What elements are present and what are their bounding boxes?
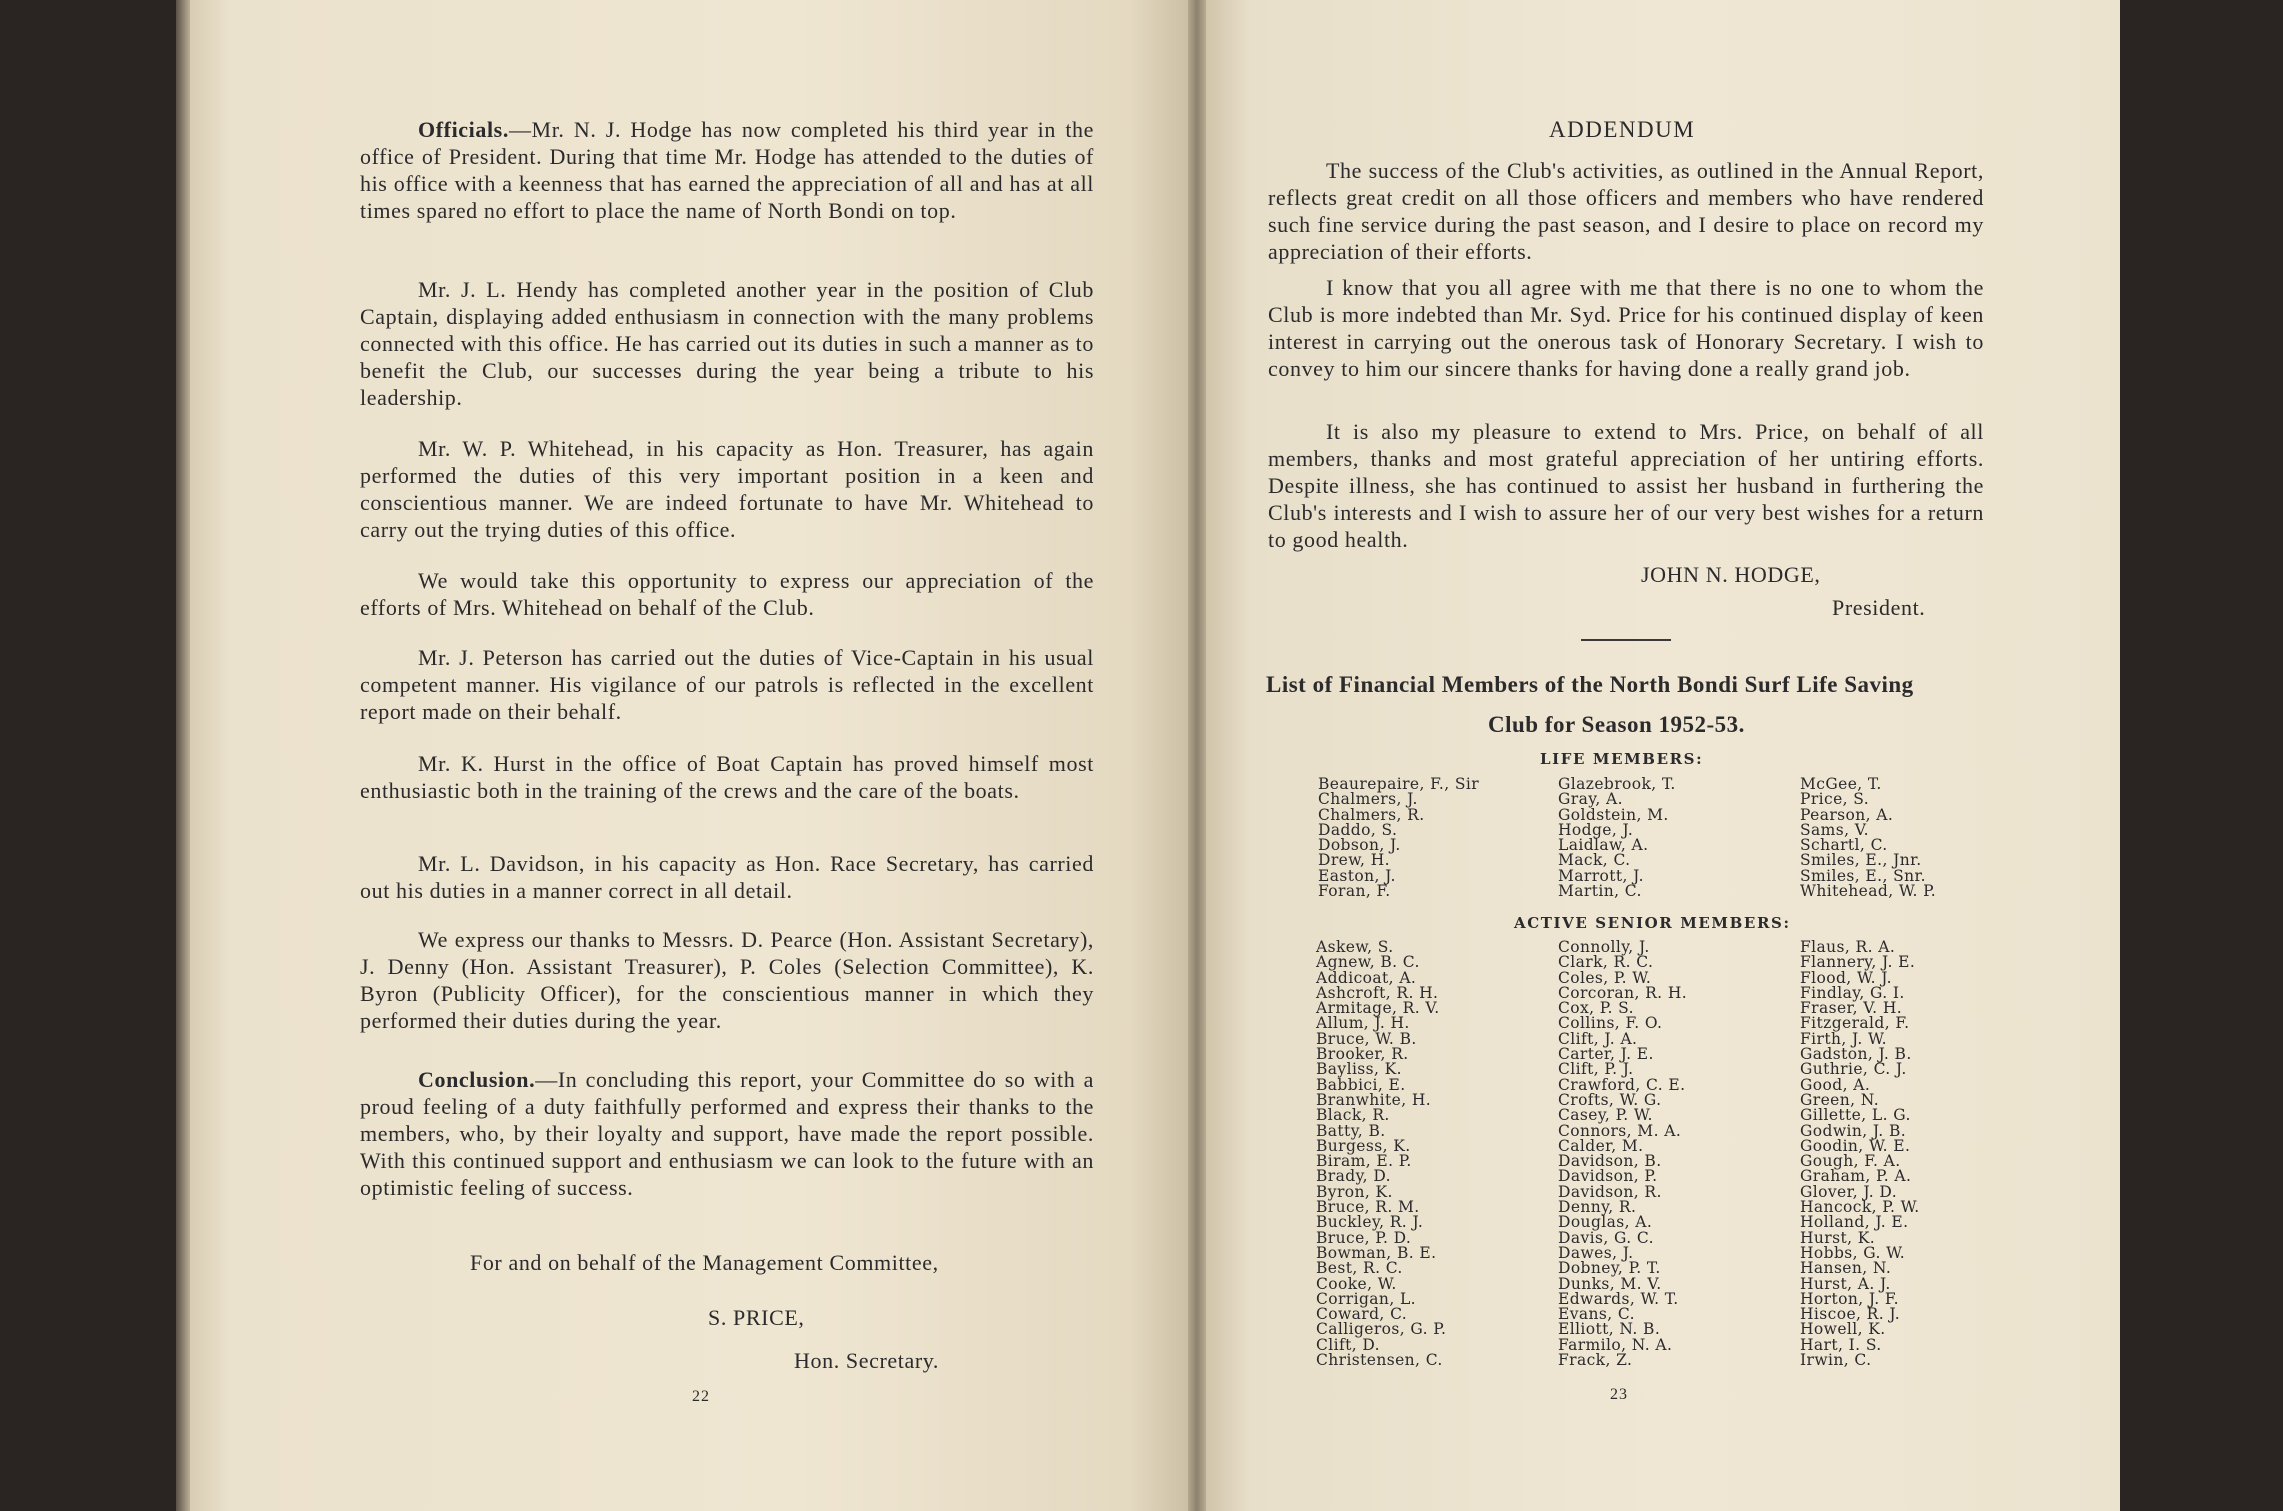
addendum-paragraph-1: The success of the Club's activities, as outlined in the Annual Report, reflects great credit on all those officers and members who have rendered such fine service during the past season, and I desire to place on record my appreciation of their efforts. [1268, 158, 1984, 264]
member-name: Collins, F. O. [1558, 1014, 1663, 1033]
member-name: Green, N. [1800, 1090, 1880, 1109]
member-name: Christensen, C. [1316, 1351, 1443, 1370]
active-members-col-3 [1800, 940, 1920, 1368]
member-name: Hodge, J. [1558, 820, 1634, 839]
member-name: McGee, T. [1800, 775, 1882, 793]
member-name: Godwin, J. B. [1800, 1121, 1907, 1140]
member-name: Clift, J. A. [1558, 1029, 1638, 1048]
addendum-paragraph-2: I know that you all agree with me that there is no one to whom the Club is more indebted than Mr. Syd. Price for his continued display of keen interest in carrying out the onerous task of Honorary Secretary. I wish to convey to him our sincere thanks for having done a really grand job. [1268, 275, 1984, 381]
book-spine [1188, 0, 1206, 1511]
list-title-line2: Club for Season 1952-53. [1488, 712, 1745, 737]
member-name: Flood, W. J. [1800, 968, 1892, 987]
member-name: Davidson, R. [1558, 1182, 1662, 1201]
member-name: Douglas, A. [1558, 1213, 1653, 1232]
member-name: Smiles, E., Snr. [1800, 866, 1926, 885]
page-number-left: 22 [692, 1388, 710, 1405]
member-name: Dobson, J. [1318, 836, 1401, 855]
member-name: Hiscoe, R. J. [1800, 1305, 1901, 1324]
addendum-title: ADDENDUM [1549, 117, 1696, 142]
member-name: Hobbs, G. W. [1800, 1243, 1906, 1262]
member-name: Connors, M. A. [1558, 1121, 1682, 1140]
member-name: Sams, V. [1800, 820, 1869, 839]
member-name: Flaus, R. A. [1800, 938, 1896, 956]
active-members-col-1 [1316, 940, 1446, 1368]
president-name: JOHN N. HODGE, [1641, 562, 1821, 587]
member-name: Clift, D. [1316, 1335, 1380, 1354]
member-name: Farmilo, N. A. [1558, 1335, 1673, 1354]
member-name: Bowman, B. E. [1316, 1243, 1437, 1262]
life-members-heading: LIFE MEMBERS: [1540, 750, 1704, 768]
member-name: Calligeros, G. P. [1316, 1320, 1447, 1339]
member-name: Bruce, W. B. [1316, 1029, 1417, 1048]
race-secretary-paragraph: Mr. L. Davidson, in his capacity as Hon. Race Secretary, has carried out his duties in a manner correct in all detail. [360, 851, 1094, 903]
member-name: Easton, J. [1318, 866, 1396, 885]
member-name: Ashcroft, R. H. [1316, 983, 1439, 1002]
member-name: Fraser, V. H. [1800, 999, 1903, 1018]
member-name: Clift, P. J. [1558, 1060, 1634, 1079]
member-name: Babbici, E. [1316, 1075, 1406, 1094]
member-name: Marrott, J. [1558, 866, 1644, 885]
member-name: Davidson, P. [1558, 1167, 1658, 1186]
member-name: Batty, B. [1316, 1121, 1386, 1140]
member-name: Buckley, R. J. [1316, 1213, 1424, 1232]
member-name: Clark, R. C. [1558, 953, 1654, 972]
member-name: Edwards, W. T. [1558, 1289, 1679, 1308]
member-name: Schartl, C. [1800, 836, 1888, 855]
member-name: Coward, C. [1316, 1305, 1408, 1324]
treasurer-paragraph: Mr. W. P. Whitehead, in his capacity as Hon. Treasurer, has again performed the duties of this very important position in a keen and conscientious manner. We are indeed fortunate to have Mr. Whitehead to carry out the trying duties of this office. [360, 436, 1094, 542]
life-members-col-2 [1558, 777, 1676, 899]
member-name: Foran, F. [1318, 882, 1391, 901]
member-name: Brooker, R. [1316, 1045, 1409, 1064]
member-name: Byron, K. [1316, 1182, 1393, 1201]
member-name: Denny, R. [1558, 1198, 1637, 1217]
member-name: Irwin, C. [1800, 1351, 1872, 1370]
paragraph-text: —Mr. N. J. Hodge has now completed his third year in the office of President. During that time Mr. Hodge has attended to the duties of his office with a keenness that has earned the appreciation of all and has at all times spared no effort to place the name of North Bondi on top. [360, 117, 1094, 223]
member-name: Brady, D. [1316, 1167, 1391, 1186]
member-name: Agnew, B. C. [1316, 953, 1420, 972]
member-name: Price, S. [1800, 790, 1870, 809]
member-name: Allum, J. H. [1316, 1014, 1410, 1033]
member-name: Fitzgerald, F. [1800, 1014, 1910, 1033]
member-name: Chalmers, R. [1318, 805, 1425, 824]
member-name: Hancock, P. W. [1800, 1198, 1920, 1217]
member-name: Martin, C. [1558, 882, 1642, 901]
member-name: Glover, J. D. [1800, 1182, 1898, 1201]
divider-rule [1581, 639, 1671, 641]
member-name: Gray, A. [1558, 790, 1623, 809]
signer-name: S. PRICE, [708, 1305, 805, 1330]
member-name: Askew, S. [1316, 938, 1394, 956]
member-name: Drew, H. [1318, 851, 1390, 870]
member-name: Bayliss, K. [1316, 1060, 1402, 1079]
conclusion-paragraph [360, 1066, 1094, 1201]
mrs-whitehead-paragraph: We would take this opportunity to express our appreciation of the efforts of Mrs. Whitehead on behalf of the Club. [360, 568, 1094, 620]
addendum-paragraph-3: It is also my pleasure to extend to Mrs. Price, on behalf of all members, thanks and most grateful appreciation of her untiring efforts. Despite illness, she has continued to assist her husband in furthering the Club's interests and I wish to assure her of our very best wishes for a return to good health. [1268, 419, 1984, 552]
officials-heading: Officials. [418, 117, 509, 142]
member-name: Hart, I. S. [1800, 1335, 1882, 1354]
member-name: Connolly, J. [1558, 938, 1650, 956]
member-name: Casey, P. W. [1558, 1106, 1653, 1125]
member-name: Evans, C. [1558, 1305, 1635, 1324]
member-name: Best, R. C. [1316, 1259, 1403, 1278]
member-name: Davidson, B. [1558, 1152, 1662, 1171]
member-name: Good, A. [1800, 1075, 1871, 1094]
member-name: Hurst, K. [1800, 1228, 1876, 1247]
member-name: Corrigan, L. [1316, 1289, 1416, 1308]
life-members-col-3 [1800, 777, 1936, 899]
member-name: Hansen, N. [1800, 1259, 1892, 1278]
member-name: Gough, F. A. [1800, 1152, 1901, 1171]
member-name: Gillette, L. G. [1800, 1106, 1911, 1125]
member-name: Findlay, G. I. [1800, 983, 1905, 1002]
member-name: Biram, E. P. [1316, 1152, 1412, 1171]
member-name: Armitage, R. V. [1316, 999, 1440, 1018]
officials-paragraph [360, 116, 1094, 224]
member-name: Cox, P. S. [1558, 999, 1634, 1018]
member-name: Beaurepaire, F., Sir [1318, 775, 1480, 793]
member-name: Whitehead, W. P. [1800, 882, 1937, 901]
paragraph-text: —In concluding this report, your Committee do so with a proud feeling of a duty faithfully performed and express their thanks to the members, who, by their loyalty and support, have made the report possible. With this continued support and enthusiasm we can look to the future with an optimistic feeling of success. [360, 1067, 1094, 1200]
member-name: Glazebrook, T. [1558, 775, 1676, 793]
member-name: Coles, P. W. [1558, 968, 1652, 987]
member-name: Corcoran, R. H. [1558, 983, 1688, 1002]
member-name: Dunks, M. V. [1558, 1274, 1662, 1293]
member-name: Bruce, R. M. [1316, 1198, 1420, 1217]
member-name: Firth, J. W. [1800, 1029, 1887, 1048]
member-name: Goldstein, M. [1558, 805, 1669, 824]
vice-captain-paragraph: Mr. J. Peterson has carried out the duties of Vice-Captain in his usual competent manner. His vigilance of our patrols is reflected in the excellent report made on their behalf. [360, 645, 1094, 724]
member-name: Laidlaw, A. [1558, 836, 1649, 855]
member-name: Burgess, K. [1316, 1136, 1411, 1155]
signer-title: Hon. Secretary. [794, 1348, 940, 1373]
member-name: Davis, G. C. [1558, 1228, 1654, 1247]
member-name: Howell, K. [1800, 1320, 1886, 1339]
conclusion-heading: Conclusion. [418, 1067, 536, 1092]
member-name: Carter, J. E. [1558, 1045, 1654, 1064]
member-name: Elliott, N. B. [1558, 1320, 1661, 1339]
thanks-paragraph: We express our thanks to Messrs. D. Pearce (Hon. Assistant Secretary), J. Denny (Hon. Assistant Treasurer), P. Coles (Selection Committee), K. Byron (Publicity Officer), for the conscientious manner in which they performed their duties during the year. [360, 927, 1094, 1033]
active-members-heading: ACTIVE SENIOR MEMBERS: [1514, 914, 1791, 932]
member-name: Goodin, W. E. [1800, 1136, 1911, 1155]
member-name: Crawford, C. E. [1558, 1075, 1686, 1094]
member-name: Dobney, P. T. [1558, 1259, 1661, 1278]
club-captain-paragraph: Mr. J. L. Hendy has completed another year in the position of Club Captain, displaying added enthusiasm in connection with the many problems connected with this office. He has carried out its duties in such a manner as to benefit the Club, our successes during the year being a tribute to his leadership. [360, 277, 1094, 410]
member-name: Dawes, J. [1558, 1243, 1634, 1262]
page-number-right: 23 [1610, 1386, 1628, 1403]
member-name: Guthrie, C. J. [1800, 1060, 1907, 1079]
member-name: Mack, C. [1558, 851, 1631, 870]
member-name: Black, R. [1316, 1106, 1390, 1125]
member-name: Cooke, W. [1316, 1274, 1397, 1293]
member-name: Pearson, A. [1800, 805, 1894, 824]
signoff-line: For and on behalf of the Management Committee, [470, 1250, 939, 1275]
member-name: Flannery, J. E. [1800, 953, 1916, 972]
member-name: Horton, J. F. [1800, 1289, 1899, 1308]
member-name: Holland, J. E. [1800, 1213, 1909, 1232]
member-name: Gadston, J. B. [1800, 1045, 1912, 1064]
member-name: Calder, M. [1558, 1136, 1644, 1155]
member-name: Chalmers, J. [1318, 790, 1418, 809]
member-name: Smiles, E., Jnr. [1800, 851, 1922, 870]
member-name: Branwhite, H. [1316, 1090, 1432, 1109]
member-name: Bruce, P. D. [1316, 1228, 1412, 1247]
member-name: Daddo, S. [1318, 820, 1398, 839]
list-title-line1: List of Financial Members of the North Bondi Surf Life Saving [1266, 672, 1914, 697]
member-name: Frack, Z. [1558, 1351, 1633, 1370]
active-members-col-2 [1558, 940, 1687, 1368]
member-name: Hurst, A. J. [1800, 1274, 1891, 1293]
president-title: President. [1832, 595, 1926, 620]
member-name: Crofts, W. G. [1558, 1090, 1662, 1109]
life-members-col-1 [1318, 777, 1479, 899]
member-name: Graham, P. A. [1800, 1167, 1912, 1186]
member-name: Addicoat, A. [1316, 968, 1417, 987]
boat-captain-paragraph: Mr. K. Hurst in the office of Boat Captain has proved himself most enthusiastic both in the training of the crews and the care of the boats. [360, 751, 1094, 803]
